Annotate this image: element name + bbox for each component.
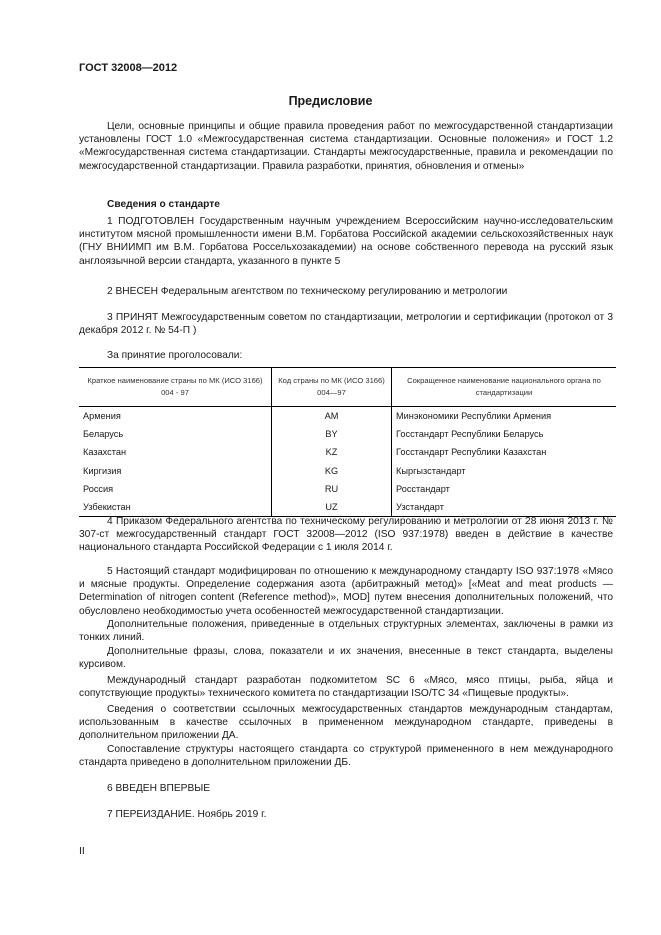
cell-code: AM <box>272 407 392 426</box>
document-header: ГОСТ 32008—2012 <box>79 62 178 74</box>
intro-paragraph: Цели, основные принципы и общие правила проведения работ по межгосударственной стандартизации установлены ГОСТ 1.0 «Межгосударственная система стандартизации. Основные положения» и ГОСТ 1.2 «Межгосударственная система стандартизации. Стандарты межгосударственные, правила и рекомендации по межгосударственной стандартизации. Правила разработки, принятия, обновления и отмены» <box>79 121 613 172</box>
cell-authority: Минэкономики Республики Армения <box>392 407 617 426</box>
page-number: II <box>79 845 85 857</box>
cell-authority: Госстандарт Республики Беларусь <box>392 425 617 443</box>
item-2-paragraph: 2 ВНЕСЕН Федеральным агентством по техническому регулированию и метрологии <box>107 286 508 297</box>
table-row <box>79 425 616 443</box>
column-header-authority: Сокращенное наименование национального органа по стандартизации <box>392 368 617 407</box>
item-7-paragraph: 7 ПЕРЕИЗДАНИЕ. Ноябрь 2019 г. <box>107 809 267 820</box>
column-header-country: Краткое наименование страны по МК (ИСО 3166) 004 - 97 <box>79 368 272 407</box>
item-5-international-standard: Международный стандарт разработан подкомитетом SC 6 «Мясо, мясо птицы, рыба, яйца и сопутствующие продукты» технического комитета по стандартизации ISO/TC 34 «Пищевые продукты». <box>79 675 613 700</box>
item-5-structure-comparison: Сопоставление структуры настоящего стандарта со структурой примененного в нем международного стандарта приведено в дополнительном приложении ДБ. <box>79 744 613 769</box>
cell-country: Киргизия <box>83 465 122 476</box>
cell-authority: Узстандарт <box>392 498 617 517</box>
cell-authority: Росстандарт <box>392 480 617 498</box>
item-1-paragraph: 1 ПОДГОТОВЛЕН Государственным научным учреждением Всероссийским научно-исследовательским институтом мясной промышленности имени В.М. Горбатова Российской академии сельскохозяйственных наук (ГНУ ВНИИМП им В.М. Горбатова Россельхозакадемии) на основе собственного перевода на русский язык англоязычной версии стандарта, указанного в пункте 5 <box>79 216 613 267</box>
table-row <box>79 443 616 461</box>
cell-authority: Госстандарт Республики Казахстан <box>392 443 617 461</box>
table-row <box>79 480 616 498</box>
cell-code: KG <box>272 462 392 480</box>
page-title: Предисловие <box>288 94 373 108</box>
item-5-paragraph: 5 Настоящий стандарт модифицирован по отношению к международному стандарту ISO 937:1978 «Мясо и мясные продукты. Определение содержания азота (арбитражный метод)» [«Meat and meat products — Determination of nitrogen content (Reference method)», MOD] путем внесения дополнительных положений, что обусловлено необходимостью учета особенностей межгосударственной стандартизации. <box>79 566 613 617</box>
item-3-paragraph: 3 ПРИНЯТ Межгосударственным советом по стандартизации, метрологии и сертификации (протокол от 3 декабря 2012 г. № 54-П ) <box>79 312 613 337</box>
cell-code: KZ <box>272 443 392 461</box>
table-row <box>79 498 616 517</box>
cell-country: Казахстан <box>83 447 127 458</box>
cell-country: Беларусь <box>83 429 124 440</box>
section-subheading: Сведения о стандарте <box>107 199 220 210</box>
cell-country: Россия <box>83 483 114 494</box>
item-5-reference-standards: Сведения о соответствии ссылочных межгосударственных стандартов международным стандартам, использованным в качестве ссылочных в примененном международном стандарте, приведены в дополнительном приложении ДА. <box>79 704 613 742</box>
item-4-paragraph: 4 Приказом Федерального агентства по техническому регулированию и метрологии от 28 июня 2013 г. № 307-ст межгосударственный стандарт ГОСТ 32008—2012 (ISO 937:1978) введен в действие в качестве национального стандарта Российской Федерации с 1 июля 2014 г. <box>79 516 613 554</box>
cell-country: Армения <box>83 411 121 422</box>
cell-authority: Кыргызстандарт <box>392 462 617 480</box>
table-header-row <box>79 368 616 407</box>
column-header-code: Код страны по МК (ИСО 3166) 004—97 <box>272 368 392 407</box>
table-row <box>79 407 616 426</box>
cell-code: BY <box>272 425 392 443</box>
cell-code: RU <box>272 480 392 498</box>
item-6-paragraph: 6 ВВЕДЕН ВПЕРВЫЕ <box>107 783 211 794</box>
voting-table <box>79 367 616 517</box>
item-5-additional-provisions: Дополнительные положения, приведенные в отдельных структурных элементах, заключены в рамки из тонких линий. <box>79 619 613 644</box>
table-row <box>79 462 616 480</box>
cell-code: UZ <box>272 498 392 517</box>
item-5-italic-note: Дополнительные фразы, слова, показатели и их значения, внесенные в текст стандарта, выделены курсивом. <box>79 646 613 671</box>
cell-country: Узбекистан <box>79 498 272 517</box>
voted-label: За принятие проголосовали: <box>107 350 243 361</box>
